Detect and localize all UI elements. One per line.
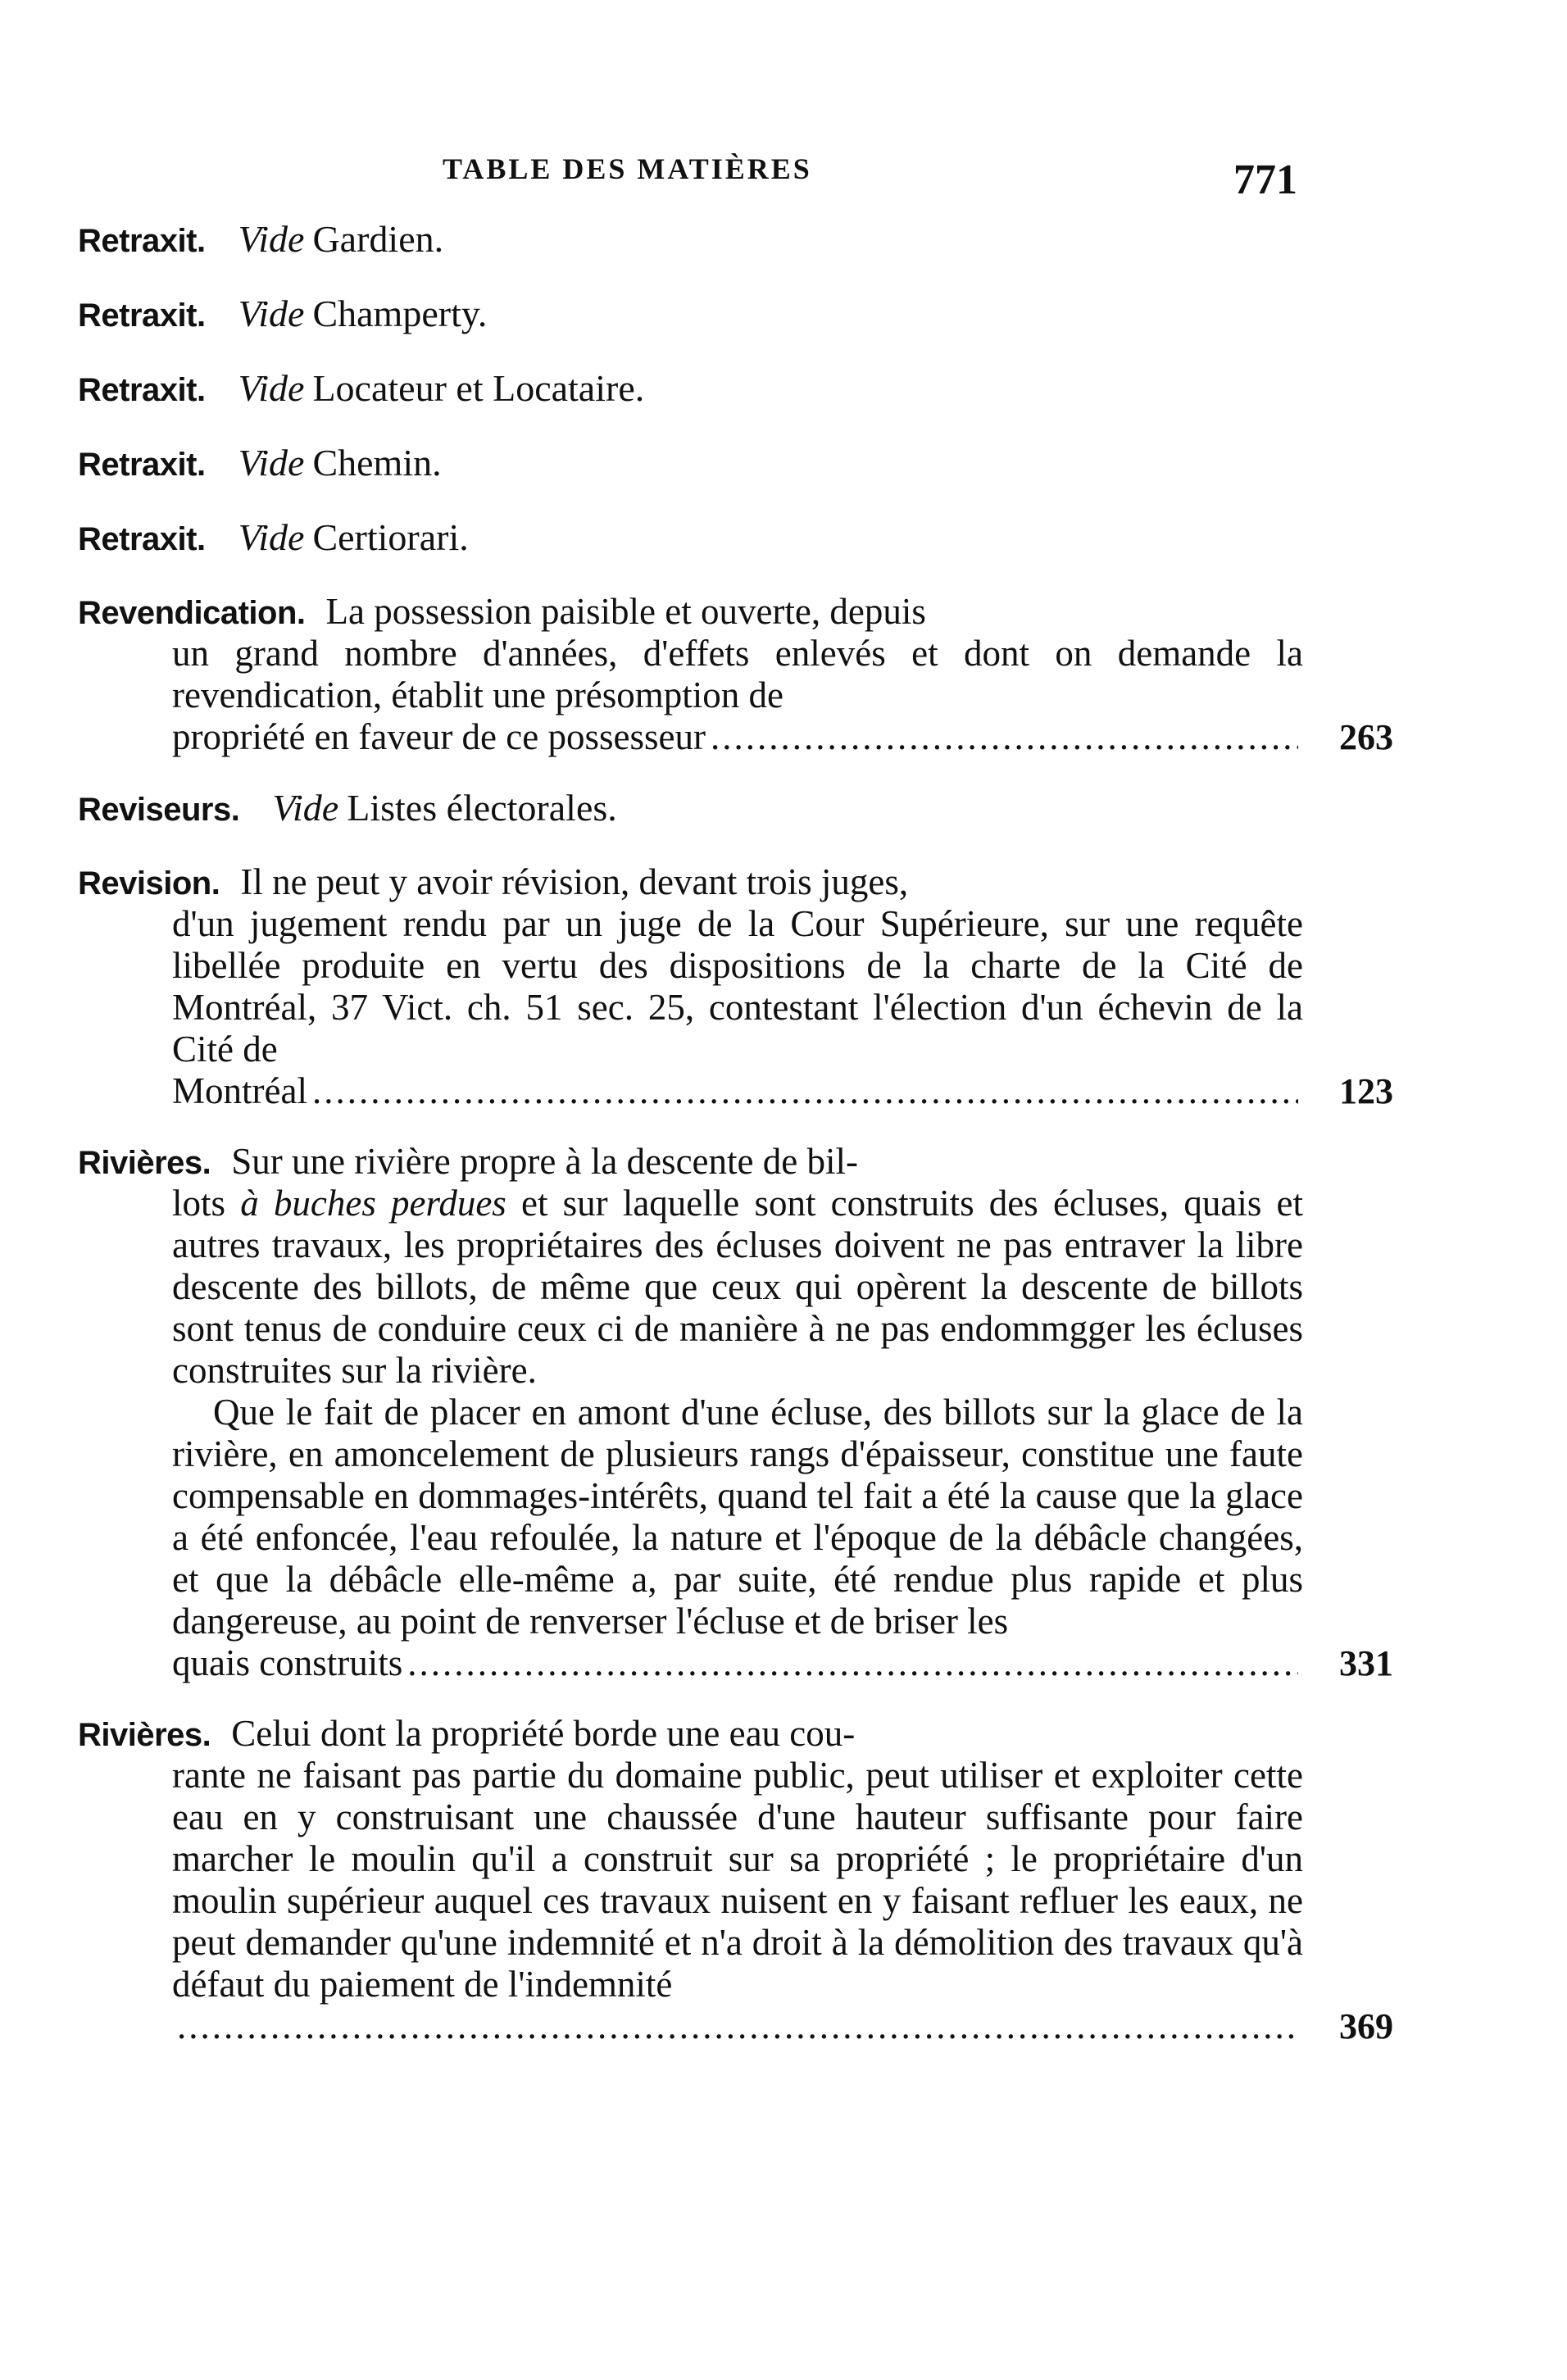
dot-leader	[407, 1642, 1298, 1684]
dot-leader	[177, 2005, 1298, 2047]
entry-last-line	[172, 2005, 1303, 2047]
index-entry	[78, 217, 1348, 261]
running-title: TABLE DES MATIÈRES	[443, 152, 812, 185]
index-entry	[78, 366, 1348, 410]
entry-heading: Retraxit.	[78, 521, 206, 557]
dot-leader	[312, 1070, 1298, 1112]
page-reference: 331	[1339, 1643, 1393, 1683]
entry-heading: Rivières.	[78, 1145, 211, 1181]
cross-reference: Locateur et Locataire.	[312, 367, 645, 409]
entry-text: lots	[172, 1183, 241, 1224]
entry-text: Sur une rivière propre à la descente de bil-	[231, 1141, 858, 1182]
entry-heading: Retraxit.	[78, 372, 206, 408]
index-entries	[78, 217, 1393, 2075]
entry-body	[172, 1183, 1303, 1642]
index-entry	[78, 292, 1348, 335]
entry-text: et sur laquelle sont construits des écluses, quais et autres travaux, les propriétaires des écluses doivent ne pas entraver la libre descente des billots, de même que ceux qui opèrent la descente de billots sont tenus de conduire ceux ci de manière à ne pas endommgger les écluses construites sur la rivière.	[172, 1183, 1303, 1391]
entry-heading: Reviseurs.	[78, 792, 240, 828]
index-entry-rivieres	[78, 1140, 1393, 1684]
entry-body: rante ne faisant pas partie du domaine public, peut utiliser et exploiter cette eau en y construisant une chaussée d'une hauteur suffisante pour faire marcher le moulin qu'il a construit sur sa propriété ; le propriétaire d'un moulin supérieur auquel ces travaux nuisent en y faisant refluer les eaux, ne peut demander qu'une indemnité et n'a droit à la démolition des travaux qu'à défaut du paiement de l'indemnité	[172, 1755, 1303, 2005]
cross-reference: Gardien.	[312, 218, 444, 260]
cross-reference: Listes électorales.	[347, 787, 617, 829]
entry-heading: Retraxit.	[78, 298, 206, 334]
vide-label: Vide	[238, 442, 305, 484]
cross-reference: Champerty.	[312, 293, 488, 334]
entry-heading: Retraxit.	[78, 223, 206, 259]
entry-last-line	[172, 1070, 1303, 1112]
index-entry-rivieres	[78, 1712, 1393, 2047]
index-entry-revendication	[78, 590, 1393, 758]
vide-label: Vide	[272, 787, 339, 829]
entry-text: quais construits	[172, 1642, 403, 1683]
index-entry-revision	[78, 861, 1393, 1112]
entry-heading: Revision.	[78, 865, 220, 902]
page-reference: 263	[1339, 717, 1393, 757]
vide-label: Vide	[238, 367, 305, 409]
page-number: 771	[1233, 157, 1297, 203]
entry-last-line	[172, 716, 1303, 758]
entry-body: un grand nombre d'années, d'effets enlevés et dont on demande la revendication, établit une présomption de	[172, 633, 1303, 715]
entry-heading: Revendication.	[78, 595, 306, 631]
entry-text: Il ne peut y avoir révision, devant trois juges,	[240, 861, 909, 902]
entry-paragraph: Que le fait de placer en amont d'une écluse, des billots sur la glace de la rivière, en amoncelement de plusieurs rangs d'épaisseur, constitue une faute compensable en dommages-intérêts, quand tel fait a été la cause que la glace a été enfoncée, l'eau refoulée, la nature et l'époque de la débâcle changées, et que la débâcle elle-même a, par suite, été rendue plus rapide et plus dangereuse, au point de renverser l'écluse et de briser les	[172, 1392, 1303, 1642]
entry-text-italic: à buches perdues	[240, 1183, 506, 1224]
index-entry	[78, 786, 1348, 829]
vide-label: Vide	[238, 218, 305, 260]
vide-label: Vide	[238, 516, 305, 558]
dot-leader	[711, 716, 1298, 758]
cross-reference: Chemin.	[312, 442, 442, 484]
index-entry	[78, 516, 1348, 559]
page-reference: 123	[1339, 1071, 1393, 1111]
entry-heading: Retraxit.	[78, 447, 206, 483]
entry-text: propriété en faveur de ce possesseur	[172, 716, 706, 757]
index-entry	[78, 441, 1348, 484]
cross-reference: Certiorari.	[312, 516, 469, 558]
page-reference: 369	[1339, 2006, 1393, 2046]
entry-text: Montréal	[172, 1070, 307, 1111]
entry-text: Celui dont la propriété borde une eau cou-	[231, 1713, 856, 1754]
entry-body: d'un jugement rendu par un juge de la Cour Supérieure, sur une requête libellée produite en vertu des dispositions de la charte de la Cité de Montréal, 37 Vict. ch. 51 sec. 25, contestant l'élection d'un échevin de la Cité de	[172, 903, 1303, 1070]
vide-label: Vide	[238, 293, 305, 334]
entry-heading: Rivières.	[78, 1717, 211, 1753]
entry-text: La possession paisible et ouverte, depuis	[325, 591, 926, 632]
entry-last-line	[172, 1642, 1303, 1684]
